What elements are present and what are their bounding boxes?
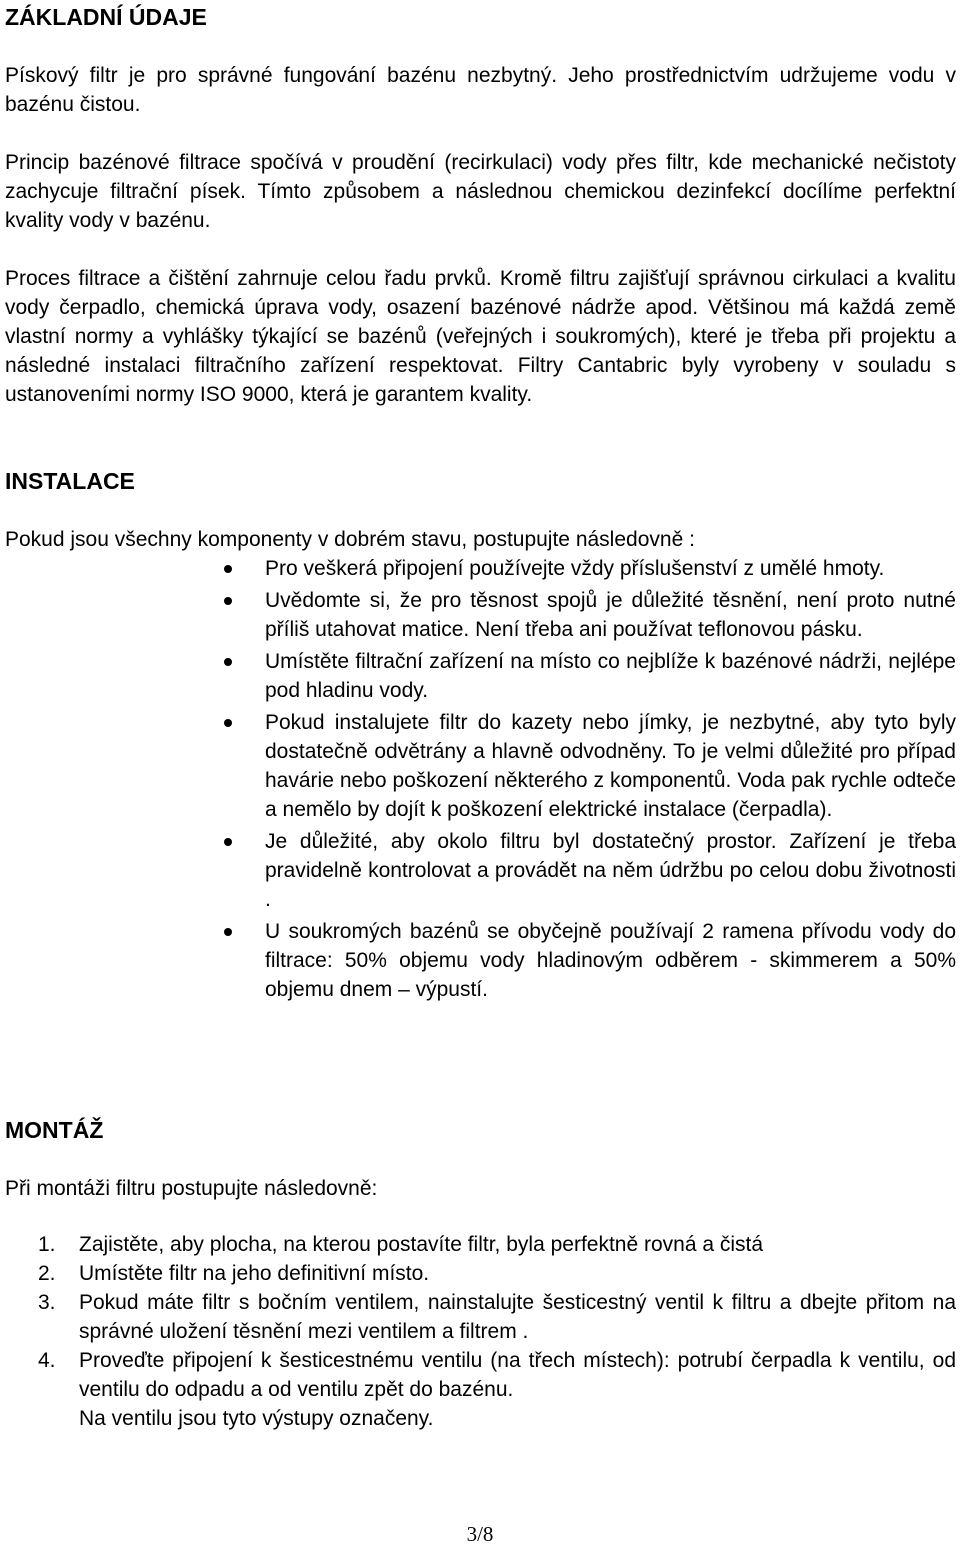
step-text: Umístěte filtr na jeho definitivní místo. — [79, 1262, 430, 1285]
bullet-icon — [224, 597, 232, 605]
step-text: Pokud máte filtr s bočním ventilem, nainstalujte šesticestný ventil k filtru a dbejte přitom na správné uložení těsnění mezi ventilem a filtrem . — [79, 1291, 956, 1343]
bullet-item — [0, 647, 956, 705]
step-text: Proveďte připojení k šesticestnému ventilu (na třech místech): potrubí čerpadla k ventilu, od ventilu do odpadu a od ventilu zpět do bazénu. — [79, 1349, 956, 1401]
bullet-icon — [224, 838, 232, 846]
install-intro: Pokud jsou všechny komponenty v dobrém stavu, postupujte následovně : — [5, 528, 695, 551]
bullet-icon — [224, 565, 232, 573]
heading-install: INSTALACE — [5, 468, 135, 494]
bullet-text: Je důležité, aby okolo filtru byl dostatečný prostor. Zařízení je třeba pravidelně kontrolovat a provádět na něm údržbu po celou dobu životnosti . — [265, 830, 956, 911]
bullet-item — [0, 554, 956, 583]
step-number: 3. — [38, 1291, 56, 1314]
step-item — [0, 1259, 956, 1288]
paragraph-intro: Pískový filtr je pro správné fungování bazénu nezbytný. Jeho prostřednictvím udržujeme vodu v bazénu čistou. — [5, 64, 956, 116]
page-number: 3/8 — [466, 1522, 494, 1546]
assembly-intro: Při montáži filtru postupujte následovně: — [5, 1177, 378, 1200]
bullet-text: Pro veškerá připojení používejte vždy příslušenství z umělé hmoty. — [265, 557, 885, 580]
step-text: Zajistěte, aby plocha, na kterou postavíte filtr, byla perfektně rovná a čistá — [79, 1233, 764, 1256]
heading-basic: ZÁKLADNÍ ÚDAJE — [5, 4, 207, 30]
step-item — [0, 1288, 956, 1346]
bullet-icon — [224, 658, 232, 666]
assembly-step-list — [0, 1230, 956, 1433]
step-note: Na ventilu jsou tyto výstupy označeny. — [79, 1407, 434, 1430]
bullet-text: Umístěte filtrační zařízení na místo co nejblíže k bazénové nádrži, nejlépe pod hladinu vody. — [265, 650, 956, 702]
bullet-text: Pokud instalujete filtr do kazety nebo jímky, je nezbytné, aby tyto byly dostatečně odvětrány a hlavně odvodněny. To je velmi důležité pro případ havárie nebo poškození některého z komponentů. Voda pak rychle odteče a nemělo by dojít k poškození elektrické instalace (čerpadla). — [265, 711, 956, 821]
bullet-text: Uvědomte si, že pro těsnost spojů je důležité těsnění, není proto nutné příliš utahovat matice. Není třeba ani používat teflonovou pásku. — [265, 589, 956, 641]
step-number: 2. — [38, 1262, 56, 1285]
heading-assembly: MONTÁŽ — [5, 1117, 104, 1143]
bullet-item — [0, 586, 956, 644]
bullet-item — [0, 917, 956, 1004]
bullet-text: U soukromých bazénů se obyčejně používají 2 ramena přívodu vody do filtrace: 50% objemu vody hladinovým odběrem - skimmerem a 50% objemu dnem – výpustí. — [265, 920, 956, 1001]
bullet-item — [0, 708, 956, 824]
step-number: 4. — [38, 1349, 56, 1372]
step-item — [0, 1230, 956, 1259]
step-item — [0, 1346, 956, 1433]
bullet-icon — [224, 719, 232, 727]
bullet-icon — [224, 928, 232, 936]
install-bullet-list — [0, 554, 956, 1007]
bullet-item — [0, 827, 956, 914]
paragraph-process: Proces filtrace a čištění zahrnuje celou řadu prvků. Kromě filtru zajišťují správnou cirkulaci a kvalitu vody čerpadlo, chemická úprava vody, osazení bazénové nádrže apod. Většinou má každá země vlastní normy a vyhlášky týkající se bazénů (veřejných i soukromých), které je třeba při projektu a následné instalaci filtračního zařízení respektovat. Filtry Cantabric byly vyrobeny v souladu s ustanoveními normy ISO 9000, která je garantem kvality. — [5, 267, 956, 406]
step-number: 1. — [38, 1233, 56, 1256]
paragraph-principle: Princip bazénové filtrace spočívá v proudění (recirkulaci) vody přes filtr, kde mechanické nečistoty zachycuje filtrační písek. Tímto způsobem a následnou chemickou dezinfekcí docílíme perfektní kvality vody v bazénu. — [5, 151, 956, 232]
